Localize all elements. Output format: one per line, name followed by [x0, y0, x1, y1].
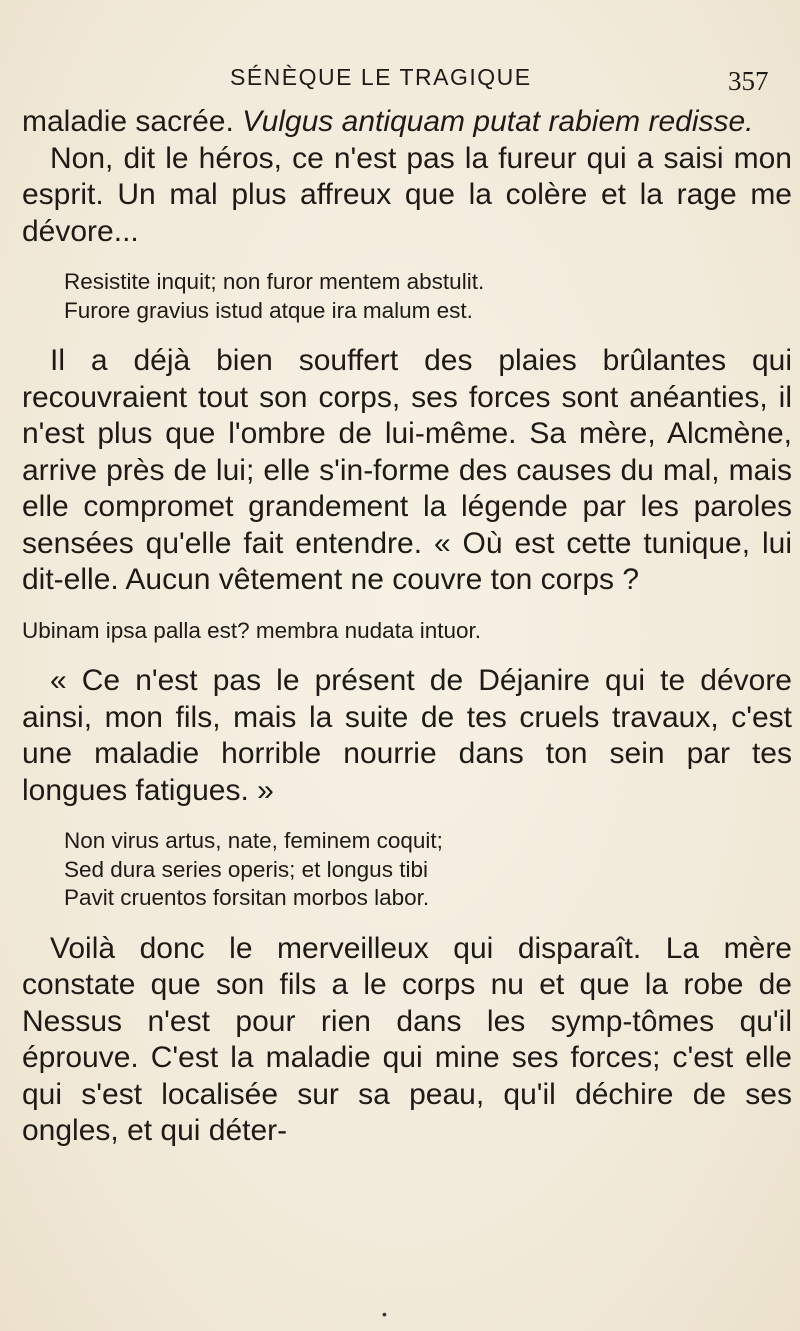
paragraph-3: Il a déjà bien souffert des plaies brûlantes qui recouvraient tout son corps, ses forces sont anéanties, il n'est plus que l'ombre de lui-même. Sa mère, Alcmène, arrive près de lui; elle s'in-forme des causes du mal, mais elle compromet grandement la légende par les paroles sensées qu'elle fait entendre. « Où est cette tunique, lui dit-elle. Aucun vêtement ne couvre ton corps ? [22, 344, 792, 596]
running-header [0, 58, 800, 98]
latin-quote-2 [22, 617, 792, 646]
quote-line: Resistite inquit; non furor mentem abstulit. [64, 269, 485, 294]
paragraph-2: Non, dit le héros, ce n'est pas la fureur qui a saisi mon esprit. Un mal plus affreux que la colère et la rage me dévore... [22, 141, 792, 248]
paragraph-1-text: maladie sacrée. [22, 105, 243, 138]
quote-line: Pavit cruentos forsitan morbos labor. [64, 885, 430, 910]
page-body [22, 104, 792, 1150]
page-number: 357 [728, 66, 769, 96]
quote-line: Sed dura series operis; et longus tibi [64, 856, 428, 882]
running-title: SÉNÈQUE LE TRAGIQUE [230, 64, 532, 90]
quote-line: Ubinam ipsa palla est? membra nudata intuor. [22, 617, 482, 643]
paragraph-5: Voilà donc le merveilleux qui disparaît. La mère constate que son fils a le corps nu et que la robe de Nessus n'est pour rien dans les symp-tômes qu'il éprouve. C'est la maladie qui mine ses forces; c'est elle qui s'est localisée sur sa peau, qu'il déchire de ses ongles, et qui déter- [22, 931, 792, 1147]
paragraph-4: « Ce n'est pas le présent de Déjanire qui te dévore ainsi, mon fils, mais la suite de tes cruels travaux, c'est une maladie horrible nourrie dans ton sein par tes longues fatigues. » [22, 664, 792, 807]
latin-phrase: Vulgus antiquam putat rabiem redisse. [242, 105, 754, 138]
paragraph-1 [22, 104, 792, 141]
latin-quote-3 [22, 827, 792, 913]
quote-line: Furore gravius istud atque ira malum est. [64, 297, 473, 323]
printer-mark: • [382, 1306, 387, 1322]
quote-line: Non virus artus, nate, feminem coquit; [64, 828, 443, 853]
latin-quote-1 [22, 268, 792, 325]
